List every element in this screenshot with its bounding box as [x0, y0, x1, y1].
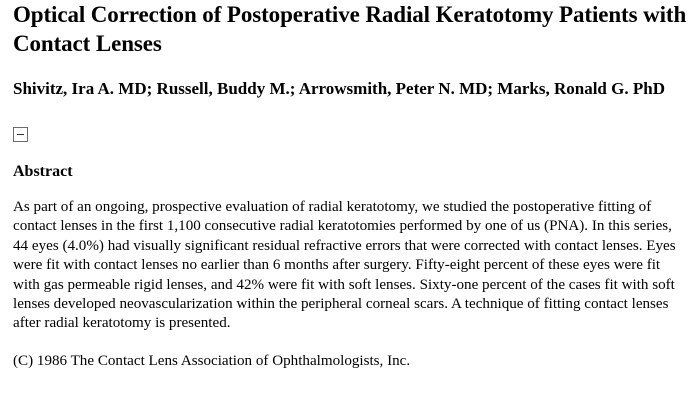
article-authors: Shivitz, Ira A. MD; Russell, Buddy M.; Arrowsmith, Peter N. MD; Marks, Ronald G. PhD [13, 79, 665, 98]
abstract-text: As part of an ongoing, prospective evaluation of radial keratotomy, we studied the postoperative fitting of contact lenses in the first 1,100 consecutive radial keratotomies performed by one of us (PNA). In this series, 44 eyes (4.0%) had visually significant residual refractive errors that were corrected with contact lenses. Eyes were fit with contact lenses no earlier than 6 months after surgery. Fifty-eight percent of these eyes were fit with gas permeable rigid lenses, and 42% were fit with soft lenses. Sixty-one percent of the cases fit with soft lenses developed neovascularization within the peripheral corneal scars. A technique of fitting contact lenses after radial keratotomy is presented. [13, 199, 676, 332]
article-page [13, 0, 689, 371]
article-title: Optical Correction of Postoperative Radial Keratotomy Patients with Contact Lenses [13, 2, 687, 56]
copyright-notice: (C) 1986 The Contact Lens Association of Ophthalmologists, Inc. [13, 352, 411, 369]
minus-glyph [17, 134, 24, 135]
abstract-heading: Abstract [13, 163, 73, 180]
minus-box-icon[interactable] [13, 127, 28, 142]
